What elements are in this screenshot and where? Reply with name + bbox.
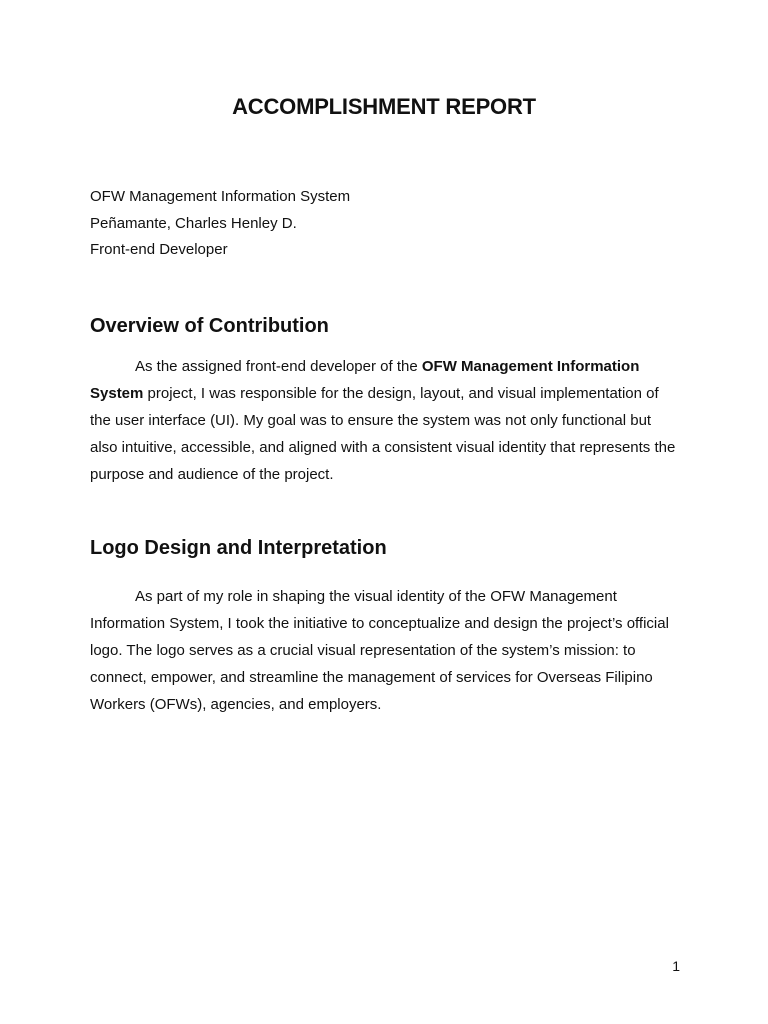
section-heading-overview: Overview of Contribution: [90, 315, 329, 337]
section-heading-logo-design: Logo Design and Interpretation: [90, 537, 387, 559]
page-number: 1: [672, 958, 680, 974]
report-meta: [90, 184, 350, 264]
overview-paragraph: [90, 353, 680, 488]
author-role: Front-end Developer: [90, 241, 228, 258]
overview-intro-text: As the assigned front-end developer of the: [135, 358, 422, 375]
report-title: ACCOMPLISHMENT REPORT: [232, 94, 536, 119]
overview-bold-text: OFW Management Information System: [90, 358, 640, 402]
overview-rest-text: project, I was responsible for the design, layout, and visual implementation of the user interface (UI). My goal was to ensure the system was not only functional but also intuitive, accessible, and aligned with a consistent visual identity that represents the purpose and audience of the project.: [90, 385, 676, 483]
logo-design-paragraph: As part of my role in shaping the visual identity of the OFW Management Information System, I took the initiative to conceptualize and design the project’s official logo. The logo serves as a crucial visual representation of the system’s mission: to connect, empower, and streamline the management of services for Overseas Filipino Workers (OFWs), agencies, and employers.: [90, 588, 669, 713]
author-name: Peñamante, Charles Henley D.: [90, 214, 297, 232]
project-name: OFW Management Information System: [90, 188, 351, 205]
